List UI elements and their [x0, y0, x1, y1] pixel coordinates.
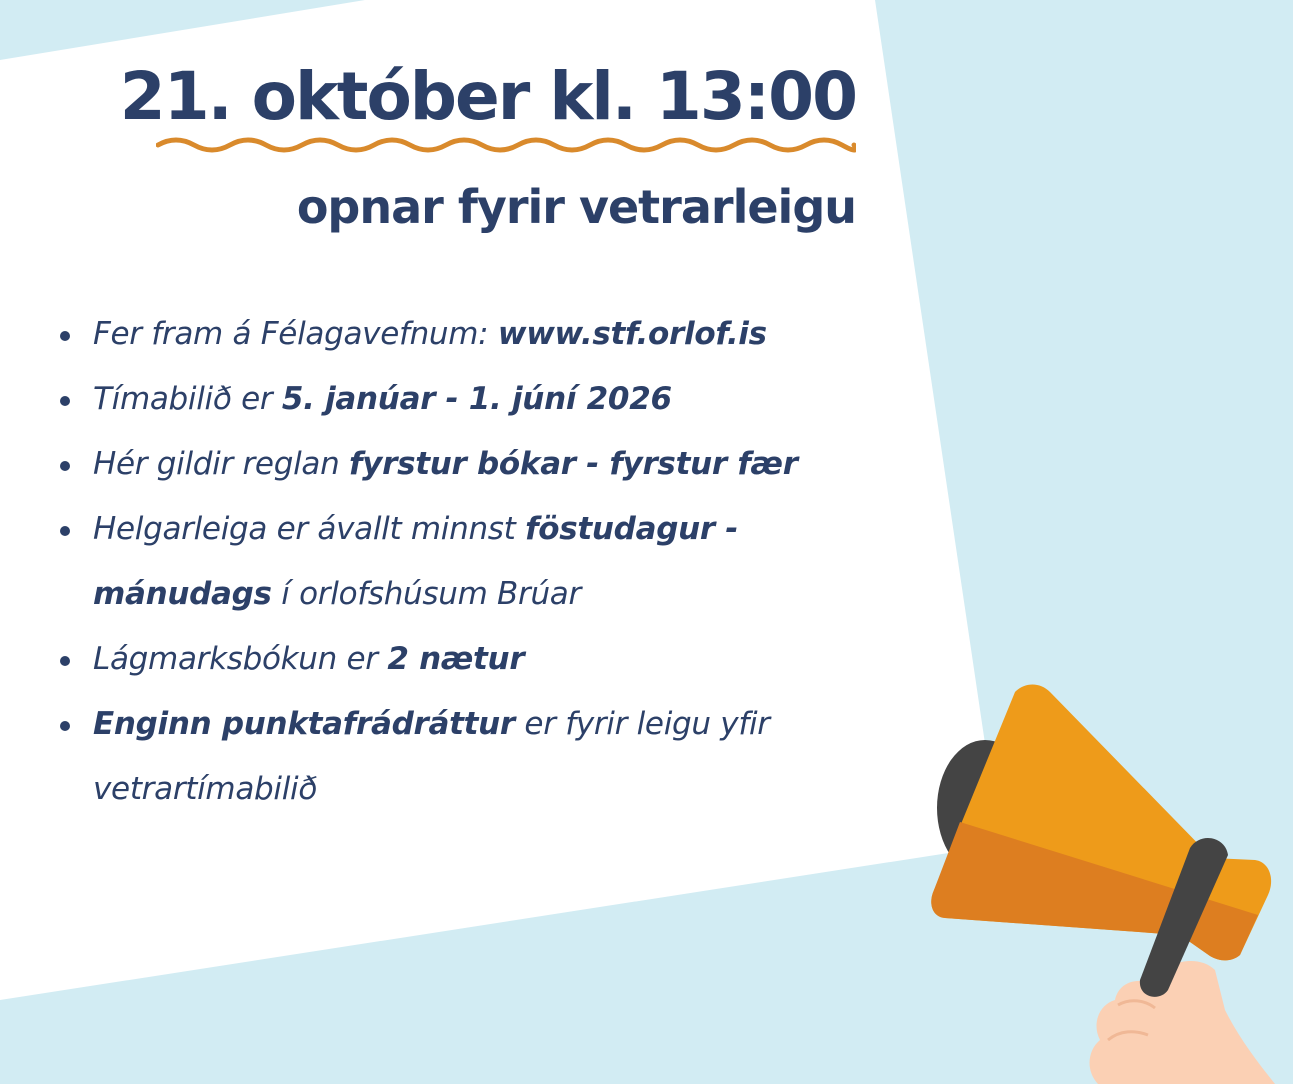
- megaphone-icon: [920, 680, 1293, 1084]
- list-item: Hér gildir reglan fyrstur bókar - fyrstur fær: [60, 432, 830, 497]
- title-wave-underline: [156, 133, 856, 163]
- page-title: 21. október kl. 13:00: [119, 58, 856, 135]
- list-item: Fer fram á Félagavefnum: www.stf.orlof.is: [60, 302, 830, 367]
- hand-icon: [1090, 961, 1275, 1084]
- list-item: Enginn punktafrádráttur er fyrir leigu yfir vetrartímabilið: [60, 692, 830, 822]
- list-item: Helgarleiga er ávallt minnst föstudagur - mánudags í orlofshúsum Brúar: [60, 497, 830, 627]
- page-subtitle: opnar fyrir vetrarleigu: [296, 180, 856, 234]
- info-list: [60, 302, 830, 822]
- list-item: Lágmarksbókun er 2 nætur: [60, 627, 830, 692]
- list-item: Tímabilið er 5. janúar - 1. júní 2026: [60, 367, 830, 432]
